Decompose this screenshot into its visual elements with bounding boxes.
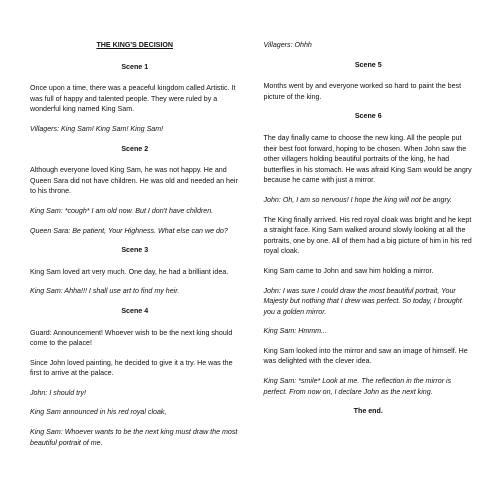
narration-paragraph: The King finally arrived. His red royal cloak was bright and he kept a straight face. King Sam walked around slowly looking at all the portraits, one by one. All of them had a big picture of him in his red royal cloak.: [263, 215, 472, 256]
dialogue-line: King Sam: Ahha!!! I shall use art to find my heir.: [30, 287, 180, 296]
narration-paragraph: Since John loved painting, he decided to give it a try. He was the first to arrive at the palace.: [30, 358, 233, 378]
scene-heading: Scene 2: [121, 144, 149, 153]
dialogue-line: King Sam: Whoever wants to be the next king must draw the most beautiful portrait of me.: [30, 428, 238, 447]
dialogue-line: King Sam announced in his red royal cloak,: [30, 408, 167, 417]
narration-paragraph: Guard: Announcement! Whoever wish to be the next king should come to the palace!: [30, 328, 233, 348]
narration-paragraph: King Sam loved art very much. One day, he had a brilliant idea.: [30, 267, 229, 276]
left-column: [30, 40, 240, 495]
scene-heading: Scene 4: [121, 306, 149, 315]
dialogue-line: King Sam: Hmmm...: [263, 327, 327, 336]
narration-paragraph: Months went by and everyone worked so hard to paint the best picture of the king.: [263, 82, 462, 101]
dialogue-line: Villagers: Ohhh: [263, 41, 312, 49]
dialogue-line: King Sam: *smile* Look at me. The reflection in the mirror is perfect. From now on, I declare John as the next king.: [263, 377, 452, 396]
story-title: THE KING'S DECISION: [96, 41, 174, 49]
right-column: [264, 40, 474, 495]
story-end: The end.: [353, 407, 383, 416]
scene-heading: Scene 5: [354, 60, 382, 69]
dialogue-line: Villagers: King Sam! King Sam! King Sam!: [30, 124, 164, 133]
scene-heading: Scene 3: [121, 246, 149, 255]
scene-heading: Scene 6: [354, 112, 382, 121]
dialogue-line: King Sam: *cough* I am old now. But I don't have children.: [30, 206, 214, 215]
narration-paragraph: The day finally came to choose the new king. All the people put their best foot forward, hoping to be chosen. When John saw the other villagers holding beautiful portraits of the king, he had butterflies in his stomach. He was afraid King Sam would be angry because he came with just a mirror.: [263, 133, 472, 185]
dialogue-line: John: Oh, I am so nervous! I hope the king will not be angry.: [263, 195, 452, 204]
narration-paragraph: Once upon a time, there was a peaceful kingdom called Artistic. It was full of happy and talented people. They were ruled by a wonderful king named King Sam.: [30, 84, 236, 114]
dialogue-line: John: I was sure I could draw the most beautiful portrait, Your Majesty but nothing that I drew was perfect. So today, I brought you a golden mirror.: [263, 286, 462, 316]
scene-heading: Scene 1: [121, 62, 149, 71]
narration-paragraph: King Sam came to John and saw him holding a mirror.: [263, 266, 434, 275]
narration-paragraph: Although everyone loved King Sam, he was not happy. He and Queen Sara did not have children. He was old and needed an heir to his throne.: [30, 166, 238, 196]
dialogue-line: John: I should try!: [30, 388, 86, 397]
narration-paragraph: King Sam looked into the mirror and saw an image of himself. He was delighted with the clever idea.: [263, 346, 468, 366]
dialogue-line: Queen Sara: Be patient, Your Highness. What else can we do?: [30, 226, 228, 235]
